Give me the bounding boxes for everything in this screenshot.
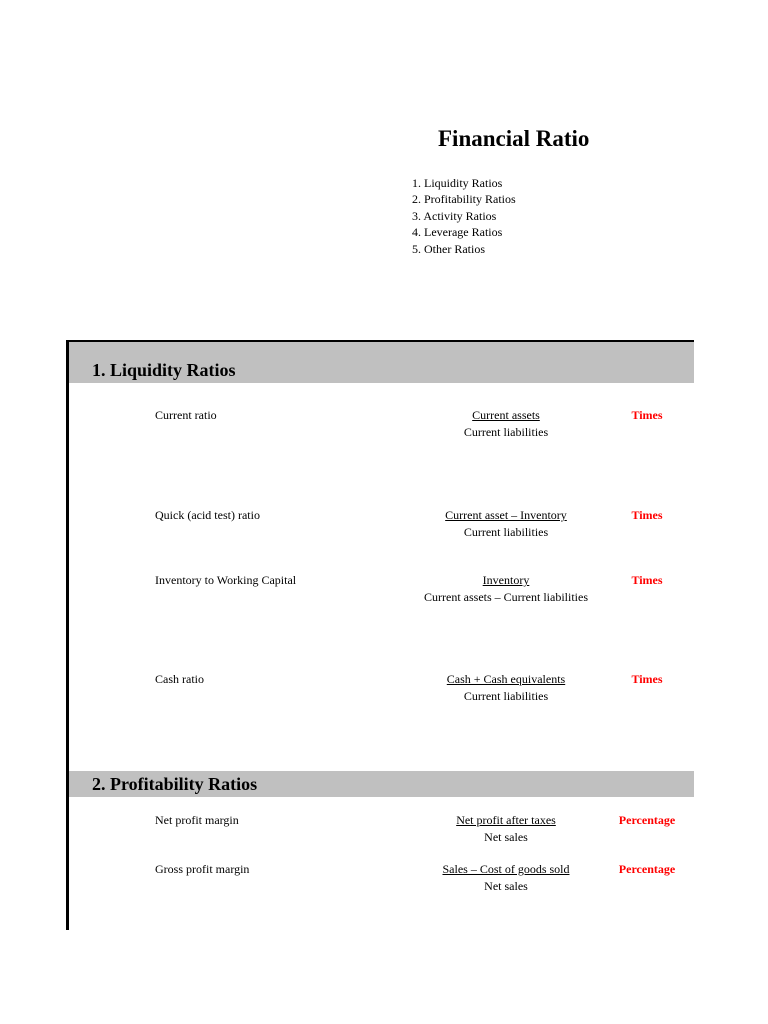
formula-inventory-to-working-capital xyxy=(406,572,606,605)
ratio-name-current-ratio: Current ratio xyxy=(155,408,217,422)
unit-inventory-to-working-capital: Times xyxy=(631,573,663,587)
formula-denominator: Net sales xyxy=(484,878,528,893)
toc-item-liquidity: 1. Liquidity Ratios xyxy=(412,176,503,190)
table-of-contents xyxy=(412,175,516,257)
unit-gross-profit-margin: Percentage xyxy=(618,862,676,876)
unit-current-ratio: Times xyxy=(631,408,663,422)
ratio-name-inventory-to-working-capital: Inventory to Working Capital xyxy=(155,573,297,587)
unit-cash-ratio: Times xyxy=(631,672,663,686)
formula-numerator: Net profit after taxes xyxy=(456,813,556,827)
ratio-name-quick-ratio: Quick (acid test) ratio xyxy=(155,508,260,522)
formula-current-ratio xyxy=(406,407,606,440)
formula-denominator: Net sales xyxy=(484,829,528,844)
toc-item-other: 5. Other Ratios xyxy=(412,241,485,256)
formula-quick-ratio xyxy=(406,507,606,540)
formula-numerator: Current asset – Inventory xyxy=(445,508,567,522)
section-heading-liquidity: 1. Liquidity Ratios xyxy=(69,342,694,383)
ratio-name-cash-ratio: Cash ratio xyxy=(155,672,204,686)
formula-numerator: Inventory xyxy=(482,573,530,587)
unit-quick-ratio: Times xyxy=(631,508,663,522)
formula-denominator: Current liabilities xyxy=(463,424,549,439)
formula-cash-ratio xyxy=(406,671,606,704)
formula-numerator: Sales – Cost of goods sold xyxy=(442,862,570,876)
section-heading-profitability: 2. Profitability Ratios xyxy=(69,771,694,797)
formula-denominator: Current assets – Current liabilities xyxy=(424,589,588,604)
formula-numerator: Current assets xyxy=(472,408,540,422)
formula-net-profit-margin xyxy=(406,812,606,845)
formula-denominator: Current liabilities xyxy=(463,688,549,703)
formula-denominator: Current liabilities xyxy=(463,524,549,539)
document-title: Financial Ratio xyxy=(438,126,590,151)
unit-net-profit-margin: Percentage xyxy=(618,813,676,827)
toc-item-profitability: 2. Profitability Ratios xyxy=(412,192,516,207)
formula-numerator: Cash + Cash equivalents xyxy=(446,672,566,686)
ratio-name-gross-profit-margin: Gross profit margin xyxy=(155,862,250,876)
toc-item-activity: 3. Activity Ratios xyxy=(412,208,497,223)
ratio-name-net-profit-margin: Net profit margin xyxy=(155,813,239,827)
formula-gross-profit-margin xyxy=(406,861,606,894)
toc-item-leverage: 4. Leverage Ratios xyxy=(412,225,503,240)
